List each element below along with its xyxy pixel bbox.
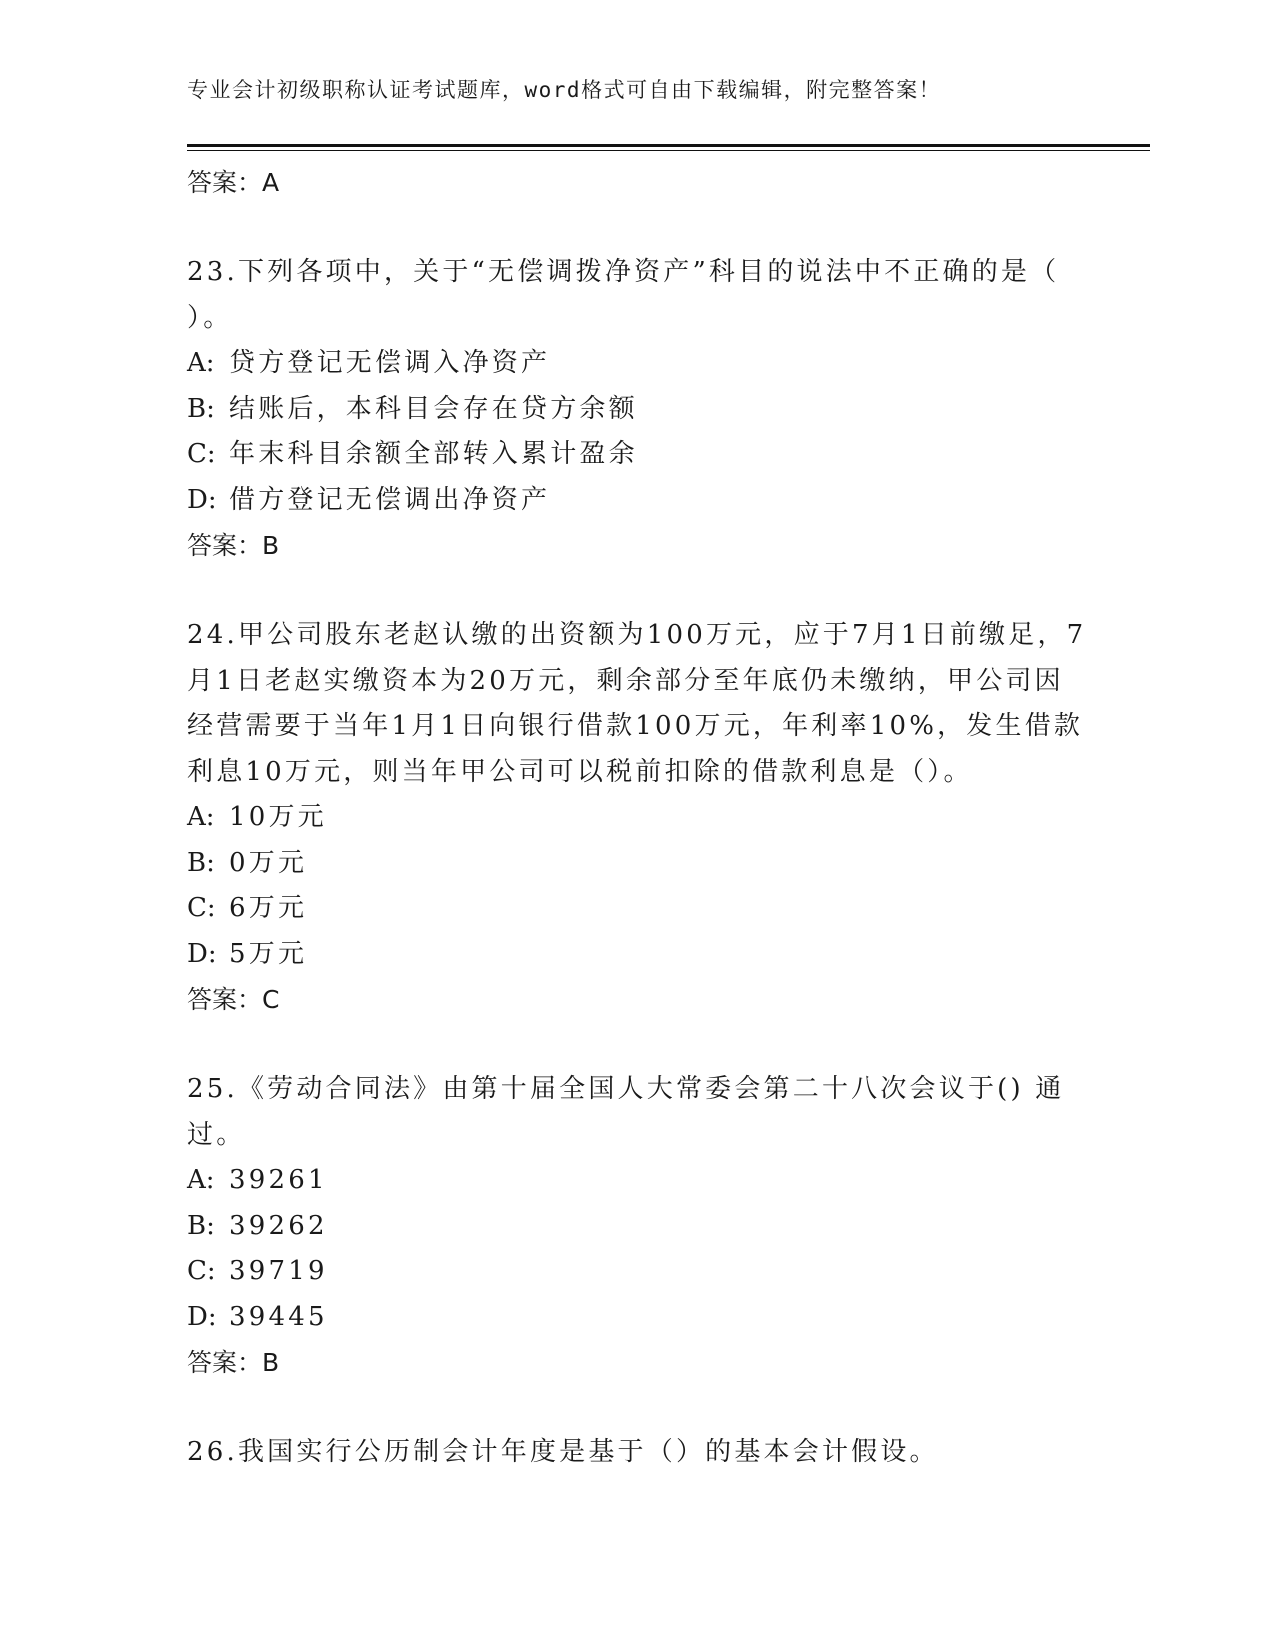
option-text: 5万元 bbox=[229, 938, 308, 969]
option-key: B: bbox=[187, 1210, 215, 1241]
option-d bbox=[187, 478, 1087, 524]
option-key: C: bbox=[187, 1256, 216, 1286]
spacer bbox=[187, 1023, 1087, 1067]
option-key: D: bbox=[187, 1301, 217, 1332]
question-block bbox=[187, 1430, 1087, 1476]
option-text: 贷方登记无偿调入净资产 bbox=[229, 348, 551, 378]
question-stem: 24.甲公司股东老赵认缴的出资额为100万元，应于7月1日前缴足，7月1日老赵实缴资本为20万元，剩余部分至年底仍未缴纳，甲公司因经营需要于当年1月1日向银行借款100万元，年利率10%，发生借款利息10万元，则当年甲公司可以税前扣除的借款利息是（）。 bbox=[187, 620, 1087, 787]
option-text: 6万元 bbox=[229, 893, 308, 923]
option-b bbox=[187, 1204, 1087, 1250]
option-d bbox=[187, 1295, 1087, 1341]
page-header: 专业会计初级职称认证考试题库，word格式可自由下载编辑，附完整答案！ bbox=[187, 78, 942, 102]
question-stem: 23.下列各项中，关于“无偿调拨净资产”科目的说法中不正确的是（ ）。 bbox=[187, 257, 1060, 333]
option-c bbox=[187, 1249, 1087, 1295]
option-text: 39445 bbox=[229, 1301, 328, 1332]
option-text: 结账后，本科目会存在贷方余额 bbox=[229, 393, 638, 424]
question-content bbox=[187, 160, 1087, 1476]
option-text: 39261 bbox=[229, 1165, 328, 1195]
option-key: C: bbox=[187, 893, 216, 923]
option-key: D: bbox=[187, 484, 217, 515]
question-stem: 25.《劳动合同法》由第十届全国人大常委会第二十八次会议于() 通过。 bbox=[187, 1074, 1065, 1150]
option-a bbox=[187, 1158, 1087, 1204]
option-text: 39262 bbox=[229, 1210, 328, 1241]
option-text: 0万元 bbox=[229, 847, 308, 878]
question-block bbox=[187, 613, 1087, 1023]
option-text: 39719 bbox=[229, 1256, 328, 1286]
spacer bbox=[187, 1386, 1087, 1430]
option-d bbox=[187, 932, 1087, 978]
option-text: 年末科目余额全部转入累计盈余 bbox=[229, 439, 638, 469]
spacer bbox=[187, 206, 1087, 250]
option-b bbox=[187, 841, 1087, 887]
question-block bbox=[187, 250, 1087, 569]
option-key: D: bbox=[187, 938, 217, 969]
spacer bbox=[187, 569, 1087, 613]
option-key: B: bbox=[187, 393, 215, 424]
option-key: A: bbox=[187, 348, 215, 378]
option-c bbox=[187, 432, 1087, 478]
option-text: 借方登记无偿调出净资产 bbox=[229, 484, 551, 515]
option-text: 10万元 bbox=[229, 802, 327, 832]
question-block bbox=[187, 1067, 1087, 1386]
option-a bbox=[187, 341, 1087, 387]
answer-line: 答案：B bbox=[187, 1348, 280, 1377]
header-rule-thin bbox=[187, 150, 1150, 151]
question-stem: 26.我国实行公历制会计年度是基于（）的基本会计假设。 bbox=[187, 1437, 939, 1467]
answer-line: 答案：B bbox=[187, 531, 280, 560]
header-rule-thick bbox=[187, 144, 1150, 147]
option-key: C: bbox=[187, 439, 216, 469]
option-key: A: bbox=[187, 1165, 215, 1195]
option-a bbox=[187, 795, 1087, 841]
answer-line: 答案：C bbox=[187, 985, 280, 1014]
answer-line: 答案：A bbox=[187, 168, 280, 197]
option-key: B: bbox=[187, 847, 215, 878]
option-c bbox=[187, 886, 1087, 932]
option-b bbox=[187, 387, 1087, 433]
option-key: A: bbox=[187, 802, 215, 832]
